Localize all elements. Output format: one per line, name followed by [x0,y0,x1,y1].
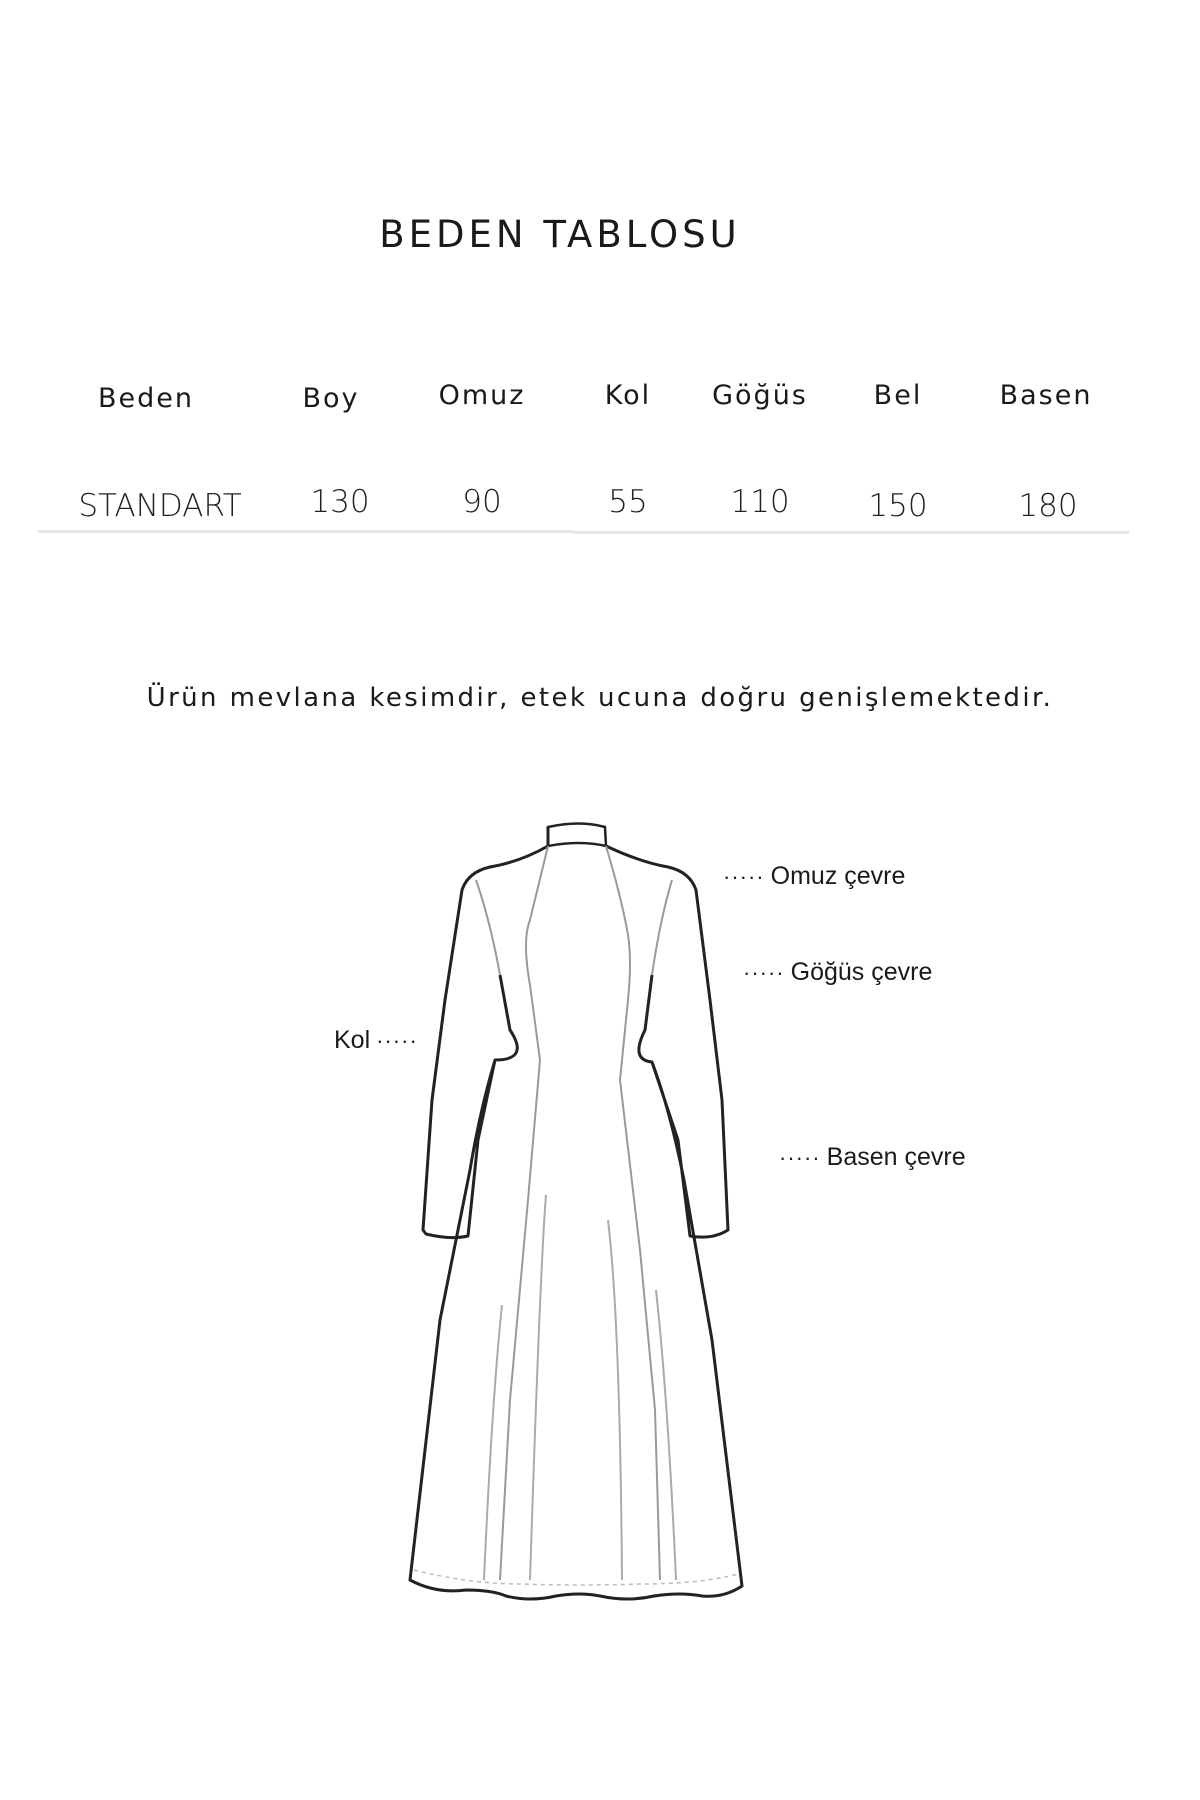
callout-kol-label: Kol [334,1026,371,1054]
product-note: Ürün mevlana kesimdir, etek ucuna doğru genişlemektedir. [146,683,1054,713]
callout-gogus-label: Göğüs çevre [790,958,933,986]
header-basen: Basen [999,380,1093,411]
callout-omuz-label: Omuz çevre [770,862,906,890]
cell-beden: STANDART [78,488,242,524]
godet-line-2 [484,1305,502,1580]
cell-omuz: 90 [462,484,502,520]
dress-outline [410,827,742,1599]
godet-line-3 [608,1220,622,1580]
right-princess-seam [606,846,660,1580]
left-princess-seam [500,846,548,1580]
cell-kol: 55 [608,484,648,520]
left-side-seam [495,975,517,1060]
callout-basen [773,1143,966,1172]
header-bel: Bel [873,380,923,411]
header-beden: Beden [98,383,194,414]
cell-boy: 130 [310,484,370,520]
callout-gogus [737,958,932,987]
right-side-seam [639,975,652,1062]
callout-kol [334,1026,424,1055]
hem-stitch [414,1570,738,1585]
header-omuz: Omuz [438,380,526,411]
callout-dots: ····· [723,864,765,889]
godet-line-1 [530,1195,546,1580]
callout-dots: ····· [779,1145,821,1170]
header-kol: Kol [604,380,652,411]
header-gogus: Göğüs [712,380,808,411]
left-sleeve-seam [476,880,500,975]
cell-gogus: 110 [730,484,790,520]
right-sleeve-seam [652,880,672,975]
callout-omuz [717,862,905,891]
callout-dots: ····· [743,960,785,985]
header-boy: Boy [302,383,360,414]
callout-basen-label: Basen çevre [826,1143,966,1171]
callout-dots: ····· [376,1028,418,1053]
cell-bel: 150 [868,488,928,524]
page-title: BEDEN TABLOSU [379,213,741,256]
collar [548,824,606,847]
cell-basen: 180 [1018,488,1078,524]
